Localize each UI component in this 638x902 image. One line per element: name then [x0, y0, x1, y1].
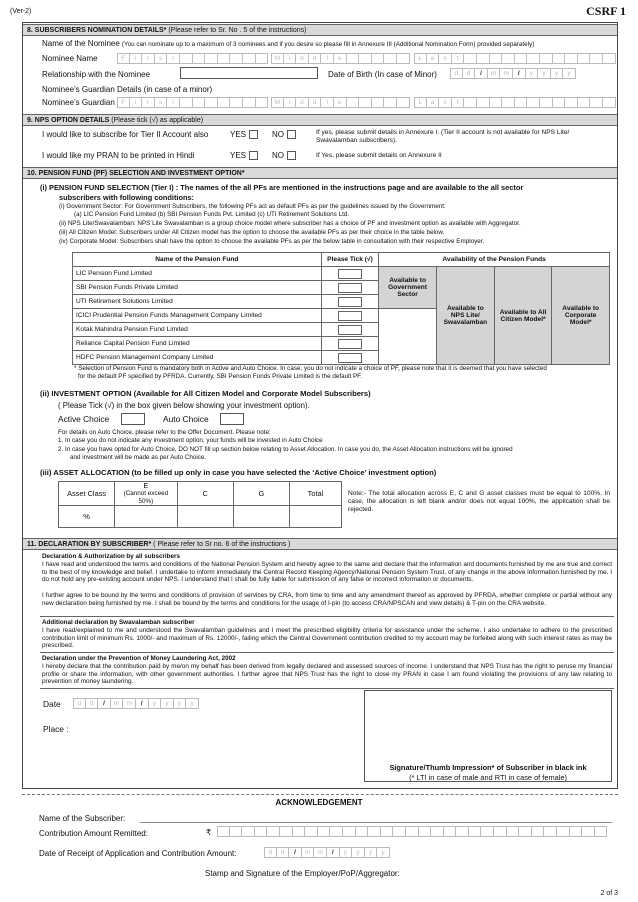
input-cell[interactable] — [477, 97, 490, 108]
input-cell[interactable]: y — [538, 68, 551, 79]
input-cell[interactable] — [565, 53, 578, 64]
declaration-date-label: Date — [43, 699, 61, 709]
nominee-middle-name-cells[interactable] — [271, 53, 410, 64]
ack-amount-label: Contribution Amount Remitted: — [39, 829, 148, 838]
input-cell[interactable] — [343, 826, 356, 837]
input-cell[interactable] — [444, 826, 457, 837]
input-cell[interactable]: d — [277, 847, 290, 858]
input-cell[interactable] — [469, 826, 482, 837]
input-cell[interactable] — [527, 53, 540, 64]
ack-date-cells[interactable] — [264, 847, 390, 858]
investment-note-2b: and investment will be made as per Auto Choice. — [70, 454, 207, 461]
condition-1: (i) Government Sector: For Government Subscribers, the following PFs act as default PFs as per the guidelines issued by the Government: — [59, 203, 446, 210]
divider — [40, 652, 614, 653]
input-cell[interactable]: d — [264, 847, 277, 858]
input-cell[interactable] — [205, 53, 218, 64]
hindi-yes: YES — [230, 151, 258, 160]
page-number: 2 of 3 — [600, 890, 618, 897]
fund-tick-box[interactable] — [338, 283, 362, 293]
input-cell[interactable] — [490, 97, 503, 108]
input-cell[interactable]: a — [427, 53, 440, 64]
total-input[interactable] — [289, 506, 341, 528]
asset-allocation-table — [58, 481, 342, 528]
input-cell[interactable] — [218, 53, 231, 64]
input-cell[interactable] — [347, 97, 360, 108]
input-cell[interactable] — [230, 53, 243, 64]
input-cell[interactable] — [578, 97, 591, 108]
fund-tick-box[interactable] — [338, 339, 362, 349]
guardian-label: Nominee’s Guardian — [42, 98, 115, 107]
tier2-question: I would like to subscribe for Tier II Account also — [42, 130, 209, 139]
input-cell[interactable] — [397, 97, 410, 108]
input-cell[interactable]: / — [513, 68, 526, 79]
fund-name: HDFC Pension Management Company Limited — [73, 351, 322, 365]
input-cell[interactable] — [255, 826, 268, 837]
pf-selection-title: (i) PENSION FUND SELECTION (Tier I) : The names of the all PFs are mentioned in the instructions page and are available to the all sector — [40, 183, 524, 192]
hindi-no-checkbox[interactable] — [287, 151, 296, 160]
avail-nps-lite: Available to NPS Lite/ Swavalamban — [436, 267, 494, 365]
fund-name: Kotak Mahindra Pension Fund Limited — [73, 323, 322, 337]
input-cell[interactable]: s — [155, 97, 168, 108]
input-cell[interactable] — [557, 826, 570, 837]
col-fund-name: Name of the Pension Fund — [73, 253, 322, 267]
input-cell[interactable]: t — [167, 53, 180, 64]
input-cell[interactable] — [359, 97, 372, 108]
input-cell[interactable]: d — [463, 68, 476, 79]
input-cell[interactable] — [330, 826, 343, 837]
input-cell[interactable] — [502, 53, 515, 64]
nominee-name-heading: Name of the Nominee (You can nominate up to a maximum of 3 nominees and if you desire so please fill in Annexure III (Additional Nomination Form) provided separately) — [42, 39, 535, 48]
stamp-label: Stamp and Signature of the Employer/PoP/Aggregator: — [205, 869, 400, 878]
guardian-details-label: Nominee’s Guardian Details (in case of a minor) — [42, 85, 213, 94]
input-cell[interactable] — [180, 97, 193, 108]
fund-name: UTI Retirement Solutions Limited — [73, 295, 322, 309]
allocation-note: Note:- The total allocation across E, C and G asset classes must be equal to 100%. In case, the allocation is left blank and/or does not equal 100%, the application shall be rejected. — [348, 490, 610, 513]
input-cell[interactable]: L — [414, 53, 427, 64]
input-cell[interactable] — [267, 826, 280, 837]
input-cell[interactable]: m — [302, 847, 315, 858]
input-cell[interactable] — [180, 53, 193, 64]
input-cell[interactable] — [280, 826, 293, 837]
input-cell[interactable] — [477, 53, 490, 64]
input-cell[interactable]: d — [309, 97, 322, 108]
input-cell[interactable]: l — [321, 53, 334, 64]
nominee-dob-cells[interactable] — [450, 68, 576, 79]
input-cell[interactable] — [578, 53, 591, 64]
input-cell[interactable] — [595, 826, 608, 837]
input-cell[interactable] — [603, 97, 616, 108]
condition-1b: (a) LIC Pension Fund Limited (b) SBI Pension Funds Pvt. Limited (c) UTI Retirement Solutions Ltd. — [74, 211, 350, 218]
percent-label: % — [59, 506, 115, 528]
input-cell[interactable] — [502, 97, 515, 108]
input-cell[interactable] — [515, 97, 528, 108]
input-cell[interactable]: t — [452, 53, 465, 64]
input-cell[interactable] — [590, 97, 603, 108]
avail-all-citizen: Available to All Citizen Model* — [494, 267, 552, 365]
input-cell[interactable]: / — [475, 68, 488, 79]
form-version: (Ver-2) — [10, 8, 32, 15]
equity-header — [115, 482, 177, 506]
investment-note-1: 1. In case you do not indicate any investment option, your funds will be invested in Auto Choice — [58, 437, 323, 444]
declaration-1-title: Declaration & Authorization by all subscribers — [42, 553, 180, 560]
input-cell[interactable] — [243, 53, 256, 64]
input-cell[interactable] — [431, 826, 444, 837]
input-cell[interactable]: l — [321, 97, 334, 108]
input-cell[interactable]: d — [296, 97, 309, 108]
input-cell[interactable] — [372, 53, 385, 64]
pf-selection-title-2: subscribers with following conditions: — [59, 193, 195, 202]
input-cell[interactable] — [230, 97, 243, 108]
ack-name-field[interactable] — [140, 822, 612, 823]
input-cell[interactable] — [507, 826, 520, 837]
pf-footnote-2: for the default PF specified by PFRDA. Currently, SBI Pension Funds Private Limited is the default PF. — [78, 373, 363, 380]
input-cell[interactable] — [590, 53, 603, 64]
col-tick: Please Tick (√) — [321, 253, 378, 267]
auto-choice-details: For details on Auto Choice, please refer to the Offer Document. Please note: — [58, 429, 271, 436]
input-cell[interactable]: F — [117, 97, 130, 108]
condition-3: (iii) All Citizen Model: Subscribers under All Citizen model has the option to choose the available PFs as per their choice in the table below. — [59, 229, 445, 236]
input-cell[interactable]: a — [427, 97, 440, 108]
fund-name: SBI Pension Funds Private Limited — [73, 281, 322, 295]
asset-allocation-title: (iii) ASSET ALLOCATION (to be filled up only in case you have selected the ‘Active Choice’ investment option) — [40, 468, 437, 477]
input-cell[interactable]: L — [414, 97, 427, 108]
fund-tick-box[interactable] — [338, 311, 362, 321]
input-cell[interactable] — [540, 97, 553, 108]
declaration-3-text: I hereby declare that the contribution paid by me/on my behalf has been derived from legally declared and assessed sources of income. I understand that NPS Trust has the right to peruse my financial profile or share the information, with other government authorities. I further agree that NPS Trust has the right to close my PRAN in case I am found violating the provisions of any law relating to prevention of money laundering. — [42, 663, 612, 686]
signature-label: Signature/Thumb Impression* of Subscriber in black ink — [389, 763, 587, 772]
tier2-no: NO — [272, 130, 296, 139]
input-cell[interactable] — [464, 53, 477, 64]
input-cell[interactable]: r — [142, 53, 155, 64]
input-cell[interactable]: M — [271, 53, 284, 64]
ack-name-label: Name of the Subscriber: — [39, 814, 126, 823]
equity-cap-note: (Cannot exceed 50%) — [123, 490, 169, 505]
govt-securities-header: G — [233, 482, 289, 506]
input-cell[interactable]: e — [334, 97, 347, 108]
condition-4: (iv) Corporate Model: Subscribers shall have the option to choose the available PFs as per the below table in consultation with their respective Employer. — [59, 238, 485, 245]
input-cell[interactable] — [490, 53, 503, 64]
guardian-last-name-cells[interactable] — [414, 97, 616, 108]
input-cell[interactable]: / — [98, 698, 111, 709]
input-cell[interactable] — [381, 826, 394, 837]
input-cell[interactable]: y — [365, 847, 378, 858]
input-cell[interactable] — [372, 97, 385, 108]
input-cell[interactable]: / — [136, 698, 149, 709]
input-cell[interactable] — [406, 826, 419, 837]
input-cell[interactable]: F — [117, 53, 130, 64]
input-cell[interactable]: s — [155, 53, 168, 64]
declaration-2-text: I have read/explained to me and understood the Swavalamban guidelines and I meet the prescribed eligibility criteria for assistance under the scheme. I also undertake to adhere to the prescribed contribution limit of minimum Rs. 1000/- and maximum of Rs. 12000/-, failing which the Central Government contribution credited to my account may be forfeited along with such interest rates as may be prescribed. — [42, 627, 612, 650]
input-cell[interactable]: i — [284, 53, 297, 64]
section-11-header: 11. DECLARATION BY SUBSCRIBER* ( Please refer to Sr no. 6 of the instructions ) — [23, 538, 617, 550]
input-cell[interactable] — [397, 53, 410, 64]
input-cell[interactable]: t — [167, 97, 180, 108]
input-cell[interactable]: m — [488, 68, 501, 79]
col-availability: Availability of the Pension Funds — [379, 253, 610, 267]
tier2-yes-checkbox[interactable] — [249, 130, 258, 139]
pension-fund-table — [72, 252, 610, 365]
input-cell[interactable]: m — [314, 847, 327, 858]
input-cell[interactable] — [532, 826, 545, 837]
form-id: CSRF 1 — [586, 4, 626, 18]
input-cell[interactable] — [393, 826, 406, 837]
asset-class-label: Asset Class — [59, 482, 115, 506]
input-cell[interactable] — [494, 826, 507, 837]
auto-choice-box[interactable] — [220, 413, 244, 425]
input-cell[interactable]: s — [439, 97, 452, 108]
equity-letter: E — [143, 481, 149, 490]
investment-option-sub: ( Please Tick (√) in the box given below showing your investment option). — [58, 401, 310, 410]
dob-label: Date of Birth (In case of Minor) — [328, 70, 437, 79]
active-choice-label: Active Choice — [58, 414, 110, 424]
input-cell[interactable]: y — [149, 698, 162, 709]
input-cell[interactable] — [205, 97, 218, 108]
input-cell[interactable]: m — [111, 698, 124, 709]
input-cell[interactable] — [603, 53, 616, 64]
fund-tick-box[interactable] — [338, 325, 362, 335]
fund-name: ICICI Prudential Pension Funds Management Company Limited — [73, 309, 322, 323]
tier2-no-checkbox[interactable] — [287, 130, 296, 139]
declaration-1-text: I have read and understood the terms and conditions of the National Pension System and hereby agree to the same and declare that the information and documents furnished by me are true and correct to the best of my knowledge and belief. I undertake to inform immediately the Central Record Keeping Agency/National Pension System Trust, of any change in the above information furnished by me. I do not hold any pre-existing account under NPS. I understand that I shall be fully liable for submission of any false or incorrect information or documents. — [42, 561, 612, 584]
input-cell[interactable]: M — [271, 97, 284, 108]
input-cell[interactable] — [193, 53, 206, 64]
input-cell[interactable]: y — [340, 847, 353, 858]
input-cell[interactable]: m — [123, 698, 136, 709]
input-cell[interactable] — [305, 826, 318, 837]
fund-tick-box[interactable] — [338, 269, 362, 279]
section-9-header: 9. NPS OPTION DETAILS (Please tick (√) as applicable) — [23, 114, 617, 126]
nominee-last-name-cells[interactable] — [414, 53, 616, 64]
guardian-middle-name-cells[interactable] — [271, 97, 410, 108]
input-cell[interactable] — [519, 826, 532, 837]
ack-amount-cells[interactable] — [217, 826, 607, 837]
input-cell[interactable]: y — [563, 68, 576, 79]
input-cell[interactable] — [256, 53, 269, 64]
section-8-header: 8. SUBSCRIBERS NOMINATION DETAILS* (Please refer to Sr. No . 5 of the instructions) — [23, 24, 617, 36]
input-cell[interactable] — [318, 826, 331, 837]
rupee-symbol: ₹ — [206, 828, 212, 837]
input-cell[interactable]: d — [73, 698, 86, 709]
signature-note: (* LTI in case of male and RTI in case of female) — [409, 773, 567, 782]
declaration-1b-text: I further agree to be bound by the terms and conditions of provision of services by CRA, from time to time and any amendment thereof as approved by PFRDA, whether complete or partial without any new declaration being furnished by me. I shall be bound by the terms and conditions for the usage of I-pin (to access CRA/NPSCAN and view details) & T-pin on the CRA website. — [42, 592, 612, 607]
input-cell[interactable]: y — [186, 698, 199, 709]
input-cell[interactable]: i — [284, 97, 297, 108]
fund-tick-box[interactable] — [338, 297, 362, 307]
investment-note-2: 2. In case you have opted for Auto Choice, DO NOT fill up section below relating to Asset Allocation. In case you do, the Asset Allocation instructions will be ignored — [58, 446, 513, 453]
input-cell[interactable] — [456, 826, 469, 837]
input-cell[interactable] — [540, 53, 553, 64]
input-cell[interactable]: i — [130, 53, 143, 64]
input-cell[interactable]: y — [551, 68, 564, 79]
nominee-name-label: Nominee Name — [42, 54, 98, 63]
input-cell[interactable]: d — [296, 53, 309, 64]
input-cell[interactable] — [218, 97, 231, 108]
avail-corporate: Available to Corporate Model* — [552, 267, 610, 365]
input-cell[interactable]: / — [289, 847, 302, 858]
input-cell[interactable] — [256, 97, 269, 108]
total-header: Total — [289, 482, 341, 506]
divider — [40, 688, 614, 689]
input-cell[interactable] — [368, 826, 381, 837]
nominee-first-name-cells[interactable] — [117, 53, 268, 64]
input-cell[interactable] — [230, 826, 243, 837]
input-cell[interactable] — [553, 53, 566, 64]
input-cell[interactable]: d — [309, 53, 322, 64]
input-cell[interactable]: d — [450, 68, 463, 79]
input-cell[interactable] — [570, 826, 583, 837]
input-cell[interactable]: y — [161, 698, 174, 709]
cut-line — [22, 794, 618, 795]
declaration-place-label: Place : — [43, 724, 69, 734]
declaration-2-title: Additional declaration by Swavalamban subscriber — [42, 619, 195, 626]
hindi-no: NO — [272, 151, 296, 160]
input-cell[interactable]: m — [500, 68, 513, 79]
input-cell[interactable]: r — [142, 97, 155, 108]
input-cell[interactable] — [359, 53, 372, 64]
input-cell[interactable] — [481, 826, 494, 837]
relationship-label: Relationship with the Nominee — [42, 70, 151, 79]
relationship-field[interactable] — [180, 67, 318, 79]
input-cell[interactable] — [193, 97, 206, 108]
ack-title: ACKNOWLEDGEMENT — [275, 798, 363, 807]
investment-option-title: (ii) INVESTMENT OPTION (Available for All Citizen Model and Corporate Model Subscribers) — [40, 389, 371, 398]
input-cell[interactable] — [515, 53, 528, 64]
fund-name: Reliance Capital Pension Fund Limited — [73, 337, 322, 351]
declaration-3-title: Declaration under the Prevention of Money Laundering Act, 2002 — [42, 655, 236, 662]
input-cell[interactable]: e — [334, 53, 347, 64]
input-cell[interactable]: y — [352, 847, 365, 858]
tier2-note: If yes, please submit details in Annexure I. (Tier II account is not available for NPS Lite/ Swavalamban subscribers). — [316, 129, 570, 144]
input-cell[interactable] — [582, 826, 595, 837]
input-cell[interactable]: y — [377, 847, 390, 858]
input-cell[interactable]: s — [439, 53, 452, 64]
input-cell[interactable] — [553, 97, 566, 108]
tier2-yes: YES — [230, 130, 258, 139]
equity-input[interactable] — [115, 506, 177, 528]
section-10-header: 10. PENSION FUND (PF) SELECTION AND INVESTMENT OPTION* — [23, 167, 617, 179]
fund-name: LIC Pension Fund Limited — [73, 267, 322, 281]
input-cell[interactable]: / — [327, 847, 340, 858]
input-cell[interactable] — [356, 826, 369, 837]
guardian-first-name-cells[interactable] — [117, 97, 268, 108]
pf-footnote-1: * Selection of Pension Fund is mandatory both in Active and Auto Choice. In case, you do not indicate a choice of PF, please note that it is deemed that you have selected — [74, 365, 547, 372]
condition-2: (ii) NPS Lite/Swavalamban: NPS Lite Swavalamban is a group choice model where subscriber has a choice of PF and investment option as available with Aggregator. — [59, 220, 521, 227]
input-cell[interactable]: y — [526, 68, 539, 79]
input-cell[interactable]: i — [130, 97, 143, 108]
input-cell[interactable] — [544, 826, 557, 837]
input-cell[interactable] — [419, 826, 432, 837]
input-cell[interactable] — [527, 97, 540, 108]
govt-securities-input[interactable] — [233, 506, 289, 528]
hindi-yes-checkbox[interactable] — [249, 151, 258, 160]
input-cell[interactable] — [384, 53, 397, 64]
input-cell[interactable]: d — [86, 698, 99, 709]
declaration-date-cells[interactable] — [73, 698, 199, 709]
corporate-debt-header: C — [177, 482, 233, 506]
input-cell[interactable] — [243, 97, 256, 108]
input-cell[interactable] — [293, 826, 306, 837]
avail-government: Available to Government Sector — [379, 267, 437, 309]
input-cell[interactable] — [242, 826, 255, 837]
corporate-debt-input[interactable] — [177, 506, 233, 528]
input-cell[interactable]: t — [452, 97, 465, 108]
hindi-note: If Yes, please submit details on Annexure II — [316, 152, 442, 159]
input-cell[interactable] — [217, 826, 230, 837]
active-choice-box[interactable] — [121, 413, 145, 425]
hindi-question: I would like my PRAN to be printed in Hindi — [42, 151, 195, 160]
fund-tick-box[interactable] — [338, 353, 362, 363]
input-cell[interactable] — [347, 53, 360, 64]
input-cell[interactable] — [565, 97, 578, 108]
auto-choice-label: Auto Choice — [163, 414, 209, 424]
input-cell[interactable] — [464, 97, 477, 108]
input-cell[interactable] — [384, 97, 397, 108]
ack-date-label: Date of Receipt of Application and Contribution Amount: — [39, 849, 237, 858]
divider — [40, 616, 614, 617]
input-cell[interactable]: y — [174, 698, 187, 709]
